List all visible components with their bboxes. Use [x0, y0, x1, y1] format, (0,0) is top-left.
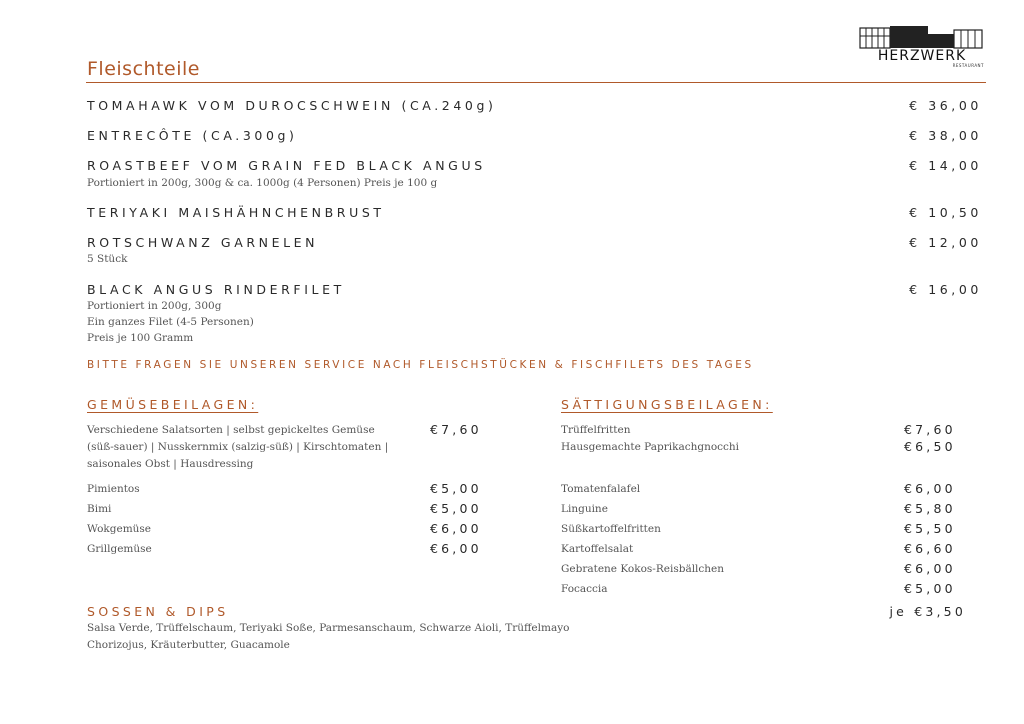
- vegetable-label: saisonales Obst | Hausdressing: [87, 458, 254, 470]
- item-price: € 38,00: [909, 128, 982, 143]
- side-price: €5,80: [904, 501, 956, 516]
- logo-tagline: RESTAURANT: [952, 63, 984, 68]
- item-description: Portioniert in 200g, 300g: [87, 300, 222, 312]
- item-description: Portioniert in 200g, 300g & ca. 1000g (4 Personen) Preis je 100 g: [87, 177, 438, 189]
- side-price: €6,00: [904, 481, 956, 496]
- side-price: €5,50: [904, 521, 956, 536]
- service-notice: BITTE FRAGEN SIE UNSEREN SERVICE NACH FLEISCHSTÜCKEN & FISCHFILETS DES TAGES: [87, 359, 754, 371]
- side-label: Süßkartoffelfritten: [561, 523, 661, 535]
- vegetable-label: (süß-sauer) | Nusskernmix (salzig-süß) | Kirschtomaten |: [87, 441, 389, 453]
- herzwerk-logo: [858, 24, 986, 70]
- side-label: Gebratene Kokos-Reisbällchen: [561, 563, 725, 575]
- sauces-description: Chorizojus, Kräuterbutter, Guacamole: [87, 639, 290, 651]
- vegetable-label: Pimientos: [87, 483, 140, 495]
- side-label: Tomatenfalafel: [561, 483, 641, 495]
- item-name: TERIYAKI MAISHÄHNCHENBRUST: [87, 205, 385, 220]
- item-price: € 10,50: [909, 205, 982, 220]
- title-divider: [86, 82, 986, 83]
- side-price: €5,00: [904, 581, 956, 596]
- item-name: ENTRECÔTE (CA.300g): [87, 128, 298, 143]
- sauces-description: Salsa Verde, Trüffelschaum, Teriyaki Soße, Parmesanschaum, Schwarze Aioli, Trüffelmayo: [87, 622, 570, 634]
- item-price: € 12,00: [909, 235, 982, 250]
- item-description: Ein ganzes Filet (4-5 Personen): [87, 316, 254, 328]
- side-price: €7,60: [904, 422, 956, 437]
- item-price: € 14,00: [909, 158, 982, 173]
- side-label: Kartoffelsalat: [561, 543, 634, 555]
- logo-brand: HERZWERK: [877, 48, 967, 64]
- vegetable-label: Verschiedene Salatsorten | selbst gepickeltes Gemüse: [87, 424, 375, 436]
- item-description: 5 Stück: [87, 253, 128, 265]
- vegetable-price: €7,60: [430, 422, 482, 437]
- vegetable-price: €5,00: [430, 481, 482, 496]
- vegetables-heading: GEMÜSEBEILAGEN:: [87, 397, 259, 412]
- side-price: €6,50: [904, 439, 956, 454]
- side-price: €6,60: [904, 541, 956, 556]
- vegetable-label: Wokgemüse: [87, 523, 152, 535]
- item-name: TOMAHAWK VOM DUROCSCHWEIN (CA.240g): [87, 98, 497, 113]
- section-title: Fleischteile: [87, 58, 200, 80]
- item-name: ROASTBEEF VOM GRAIN FED BLACK ANGUS: [87, 158, 486, 173]
- item-name: BLACK ANGUS RINDERFILET: [87, 282, 345, 297]
- item-description: Preis je 100 Gramm: [87, 332, 194, 344]
- side-label: Trüffelfritten: [561, 424, 631, 436]
- item-price: € 36,00: [909, 98, 982, 113]
- sauces-heading: SOSSEN & DIPS: [87, 604, 229, 619]
- vegetable-price: €6,00: [430, 541, 482, 556]
- side-label: Hausgemachte Paprikachgnocchi: [561, 441, 740, 453]
- side-label: Linguine: [561, 503, 608, 515]
- item-name: ROTSCHWANZ GARNELEN: [87, 235, 319, 250]
- vegetable-label: Bimi: [87, 503, 112, 515]
- sauces-price: je €3,50: [889, 604, 966, 619]
- vegetable-price: €6,00: [430, 521, 482, 536]
- side-label: Focaccia: [561, 583, 608, 595]
- vegetable-price: €5,00: [430, 501, 482, 516]
- item-price: € 16,00: [909, 282, 982, 297]
- side-price: €6,00: [904, 561, 956, 576]
- sides-heading: SÄTTIGUNGSBEILAGEN:: [561, 397, 773, 412]
- vegetable-label: Grillgemüse: [87, 543, 152, 555]
